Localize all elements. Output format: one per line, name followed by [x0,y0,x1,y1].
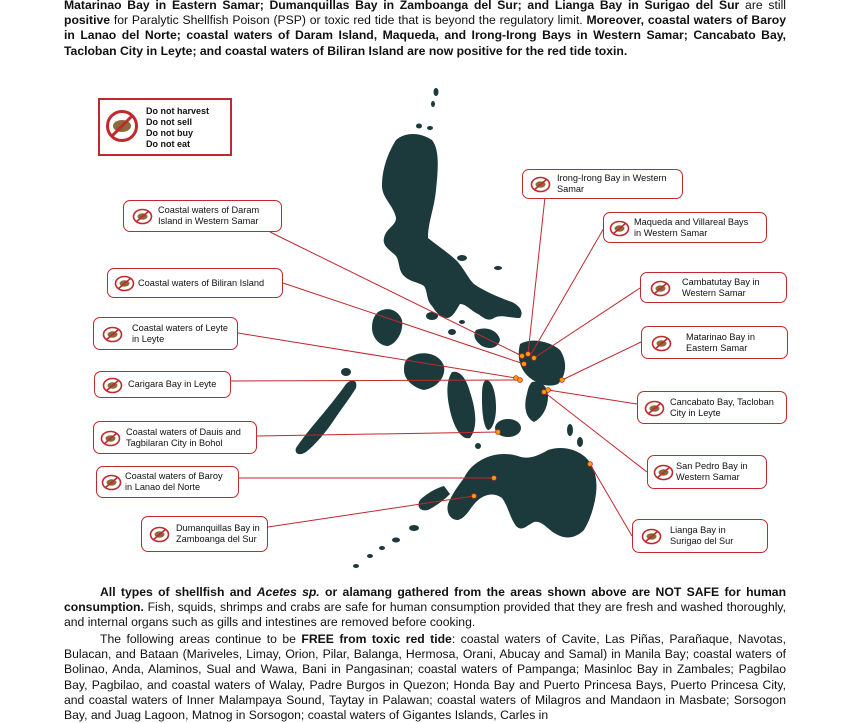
legend-item: Do not eat [146,139,190,149]
no-shellfish-icon [653,464,674,481]
callout-label: San Pedro Bay in Western Samar [676,461,748,482]
callout-cancabato-bay [637,391,787,424]
free-text-2: : coastal waters of Cavite, Las Piñas, Parañaque, Navotas, Bulacan, and Bataan (Mariveles, Limay, Orion, Pilar, Balanga, Hermosa, Orani, Abucay and Samal) in Manila Bay; coastal waters of Bolinao, Anda, Alaminos, Sual and Wawa, Bani in Pangasinan; coastal waters of Pampanga; Masinloc Bay in Zambales; Pagbilao Bay, Pagbilao, and coastal waters of Walay, Padre Burgos in Quezon; Honda Bay and Puerto Princesa Bays, Puerto Princesa City, and coastal waters of Inner Malampaya Sound, Taytay in Palawan; coastal waters of Milagros and Mandaon in Masbate; Sorsogon Bay, and Juag Lagoon, Matnog in Sorsogon; coastal waters of Gigantes Islands, Carles in [64,632,786,723]
no-shellfish-icon [650,280,671,297]
intro-bold-2: positive [64,13,111,28]
map-landmass [296,88,597,568]
callout-carigara-bay [94,371,231,398]
legend-list [146,106,209,150]
callout-biliran-island [107,268,283,298]
no-shellfish-icon [149,526,170,543]
no-shellfish-icon [530,176,551,193]
callout-maqueda-villareal [603,212,767,243]
callout-lianga-bay [632,519,768,553]
callout-label: Cancabato Bay, Tacloban City in Leyte [670,396,774,418]
safety-bold-1: All types of shellfish and [100,585,257,599]
warning-legend [98,98,232,156]
free-areas-paragraph [64,632,786,723]
legend-item: Do not harvest [146,106,210,116]
callout-label: Coastal waters of Biliran Island [138,277,265,288]
callout-leyte-coastal [93,317,238,350]
no-shellfish-icon [105,109,139,143]
intro-text-1: are still [739,0,786,12]
no-shellfish-icon [101,474,122,491]
callout-label: Coastal waters of Baroy in Lanao del Norte [125,471,223,492]
callout-label: Maqueda and Villareal Bays in Western Samar [634,216,749,238]
callout-label: Cambatutay Bay in Western Samar [682,276,760,298]
callout-dumanquillas-bay [141,516,268,552]
legend-item: Do not buy [146,128,193,138]
no-shellfish-icon [651,335,672,352]
callout-cambatutay-bay [640,272,787,303]
callout-label: Coastal waters of Daram Island in Western Samar [158,205,260,226]
safety-paragraph [64,585,786,631]
no-shellfish-icon [114,275,135,292]
callout-san-pedro-bay [647,455,767,489]
callout-label: Carigara Bay in Leyte [128,379,217,389]
callout-label: Coastal waters of Dauis and Tagbilaran City in Bohol [126,426,241,448]
callout-label: Lianga Bay in Surigao del Sur [670,525,734,546]
callout-irong-irong-bay [522,169,683,199]
no-shellfish-icon [100,430,121,447]
callout-baroy [96,466,239,498]
intro-bold-1: Matarinao Bay in Eastern Samar; Dumanquillas Bay in Zamboanga del Sur; and Lianga Bay in Surigao del Sur [64,0,740,12]
legend-item: Do not sell [146,117,193,127]
no-shellfish-icon [644,400,665,417]
safety-text: Fish, squids, shrimps and crabs are safe for human consumption provided that they are fresh and washed thoroughly, and internal organs such as gills and intestines are removed before cooking. [64,600,786,630]
callout-label: Irong-Irong Bay in Western Samar [557,173,667,194]
free-bold: FREE from toxic red tide [301,632,452,646]
callout-dauis-tagbilaran [93,421,257,454]
safety-bold-2: or alamang gathered from the areas shown above are NOT SAFE for human consumption. [64,585,787,615]
no-shellfish-icon [609,220,630,237]
free-text-1: The following areas continue to be [100,632,302,646]
callout-label: Matarinao Bay in Eastern Samar [686,331,755,353]
intro-bold-3: Moreover, coastal waters of Baroy in Lanao del Norte; coastal waters of Daram Island, Maqueda, and Irong-Irong Bays in Western Samar; Cancabato Bay, Tacloban City in Leyte; and coastal waters of Biliran Island are now positive for the red tide toxin. [64,13,786,58]
intro-text-2: for Paralytic Shellfish Poison (PSP) or toxic red tide that is beyond the regulatory limit. [110,13,587,28]
safety-species: Acetes sp. [256,585,320,599]
no-shellfish-icon [102,377,123,394]
callout-label: Coastal waters of Leyte in Leyte [132,322,229,344]
callout-matarinao-bay [641,326,788,359]
no-shellfish-icon [132,208,153,225]
callout-label: Dumanquillas Bay in Zamboanga del Sur [176,523,260,544]
no-shellfish-icon [102,326,123,343]
no-shellfish-icon [641,528,662,545]
callout-daram-island [123,200,282,232]
